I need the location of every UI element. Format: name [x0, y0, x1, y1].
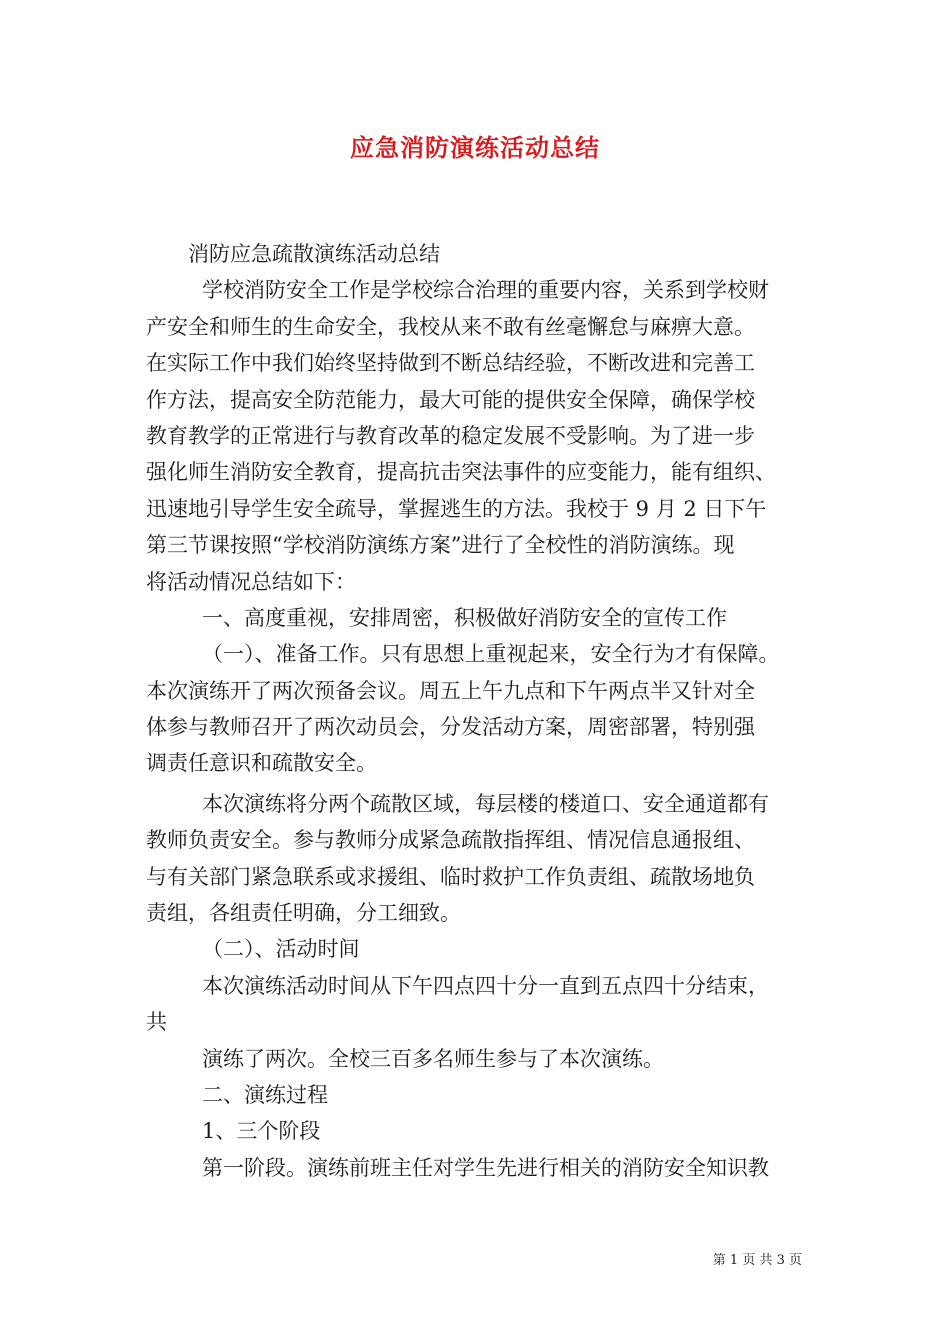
paragraph-line: 强化师生消防安全教育，提高抗击突法事件的应变能力，能有组织、	[146, 460, 776, 485]
paragraph-line: （一）、准备工作。只有思想上重视起来，安全行为才有保障。	[202, 642, 780, 667]
paragraph-line: 在实际工作中我们始终坚持做到不断总结经验，不断改进和完善工	[146, 351, 755, 376]
paragraph-line: 作方法，提高安全防范能力，最大可能的提供安全保障，确保学校	[146, 387, 755, 412]
paragraph-line: 演练了两次。全校三百多名师生参与了本次演练。	[202, 1046, 664, 1071]
paragraph-line: 产安全和师生的生命安全，我校从来不敢有丝毫懈怠与麻痹大意。	[146, 314, 755, 339]
paragraph-line: 教师负责安全。参与教师分成紧急疏散指挥组、情况信息通报组、	[146, 828, 755, 853]
paragraph-line: 体参与教师召开了两次动员会，分发活动方案，周密部署，特别强	[146, 715, 755, 740]
paragraph-line: 将活动情况总结如下：	[146, 569, 356, 594]
page-number: 第 1 页 共 3 页	[712, 1253, 802, 1268]
document-title: 应急消防演练活动总结	[350, 133, 600, 162]
paragraph-line: 教育教学的正常进行与教育改革的稳定发展不受影响。为了进一步	[146, 423, 755, 448]
paragraph-line: 本次演练开了两次预备会议。周五上午九点和下午两点半又针对全	[146, 678, 755, 703]
document-body	[146, 236, 806, 1186]
paragraph-line: 调责任意识和疏散安全。	[146, 751, 377, 776]
paragraph-line: 第三节课按照“学校消防演练方案”进行了全校性的消防演练。现	[146, 533, 735, 558]
section-heading: 1、三个阶段	[202, 1119, 321, 1144]
paragraph-line: 与有关部门紧急联系或求援组、临时救护工作负责组、疏散场地负	[146, 864, 755, 889]
section-heading: 二、演练过程	[202, 1082, 328, 1107]
paragraph-line: 共	[146, 1010, 167, 1035]
paragraph-line: 责组，各组责任明确，分工细致。	[146, 901, 461, 926]
subtitle-line: 消防应急疏散演练活动总结	[188, 242, 440, 266]
paragraph-line: 迅速地引导学生安全疏导，掌握逃生的方法。我校于 9 月 2 日下午	[146, 496, 767, 521]
paragraph-line: 第一阶段。演练前班主任对学生先进行相关的消防安全知识教	[202, 1155, 769, 1180]
section-heading: （二）、活动时间	[202, 937, 360, 962]
paragraph-line: 本次演练活动时间从下午四点四十分一直到五点四十分结束，	[202, 973, 769, 998]
section-heading: 一、高度重视，安排周密，积极做好消防安全的宣传工作	[202, 605, 727, 630]
paragraph-line: 本次演练将分两个疏散区域，每层楼的楼道口、安全通道都有	[202, 791, 769, 816]
paragraph-line: 学校消防安全工作是学校综合治理的重要内容，关系到学校财	[202, 278, 769, 303]
